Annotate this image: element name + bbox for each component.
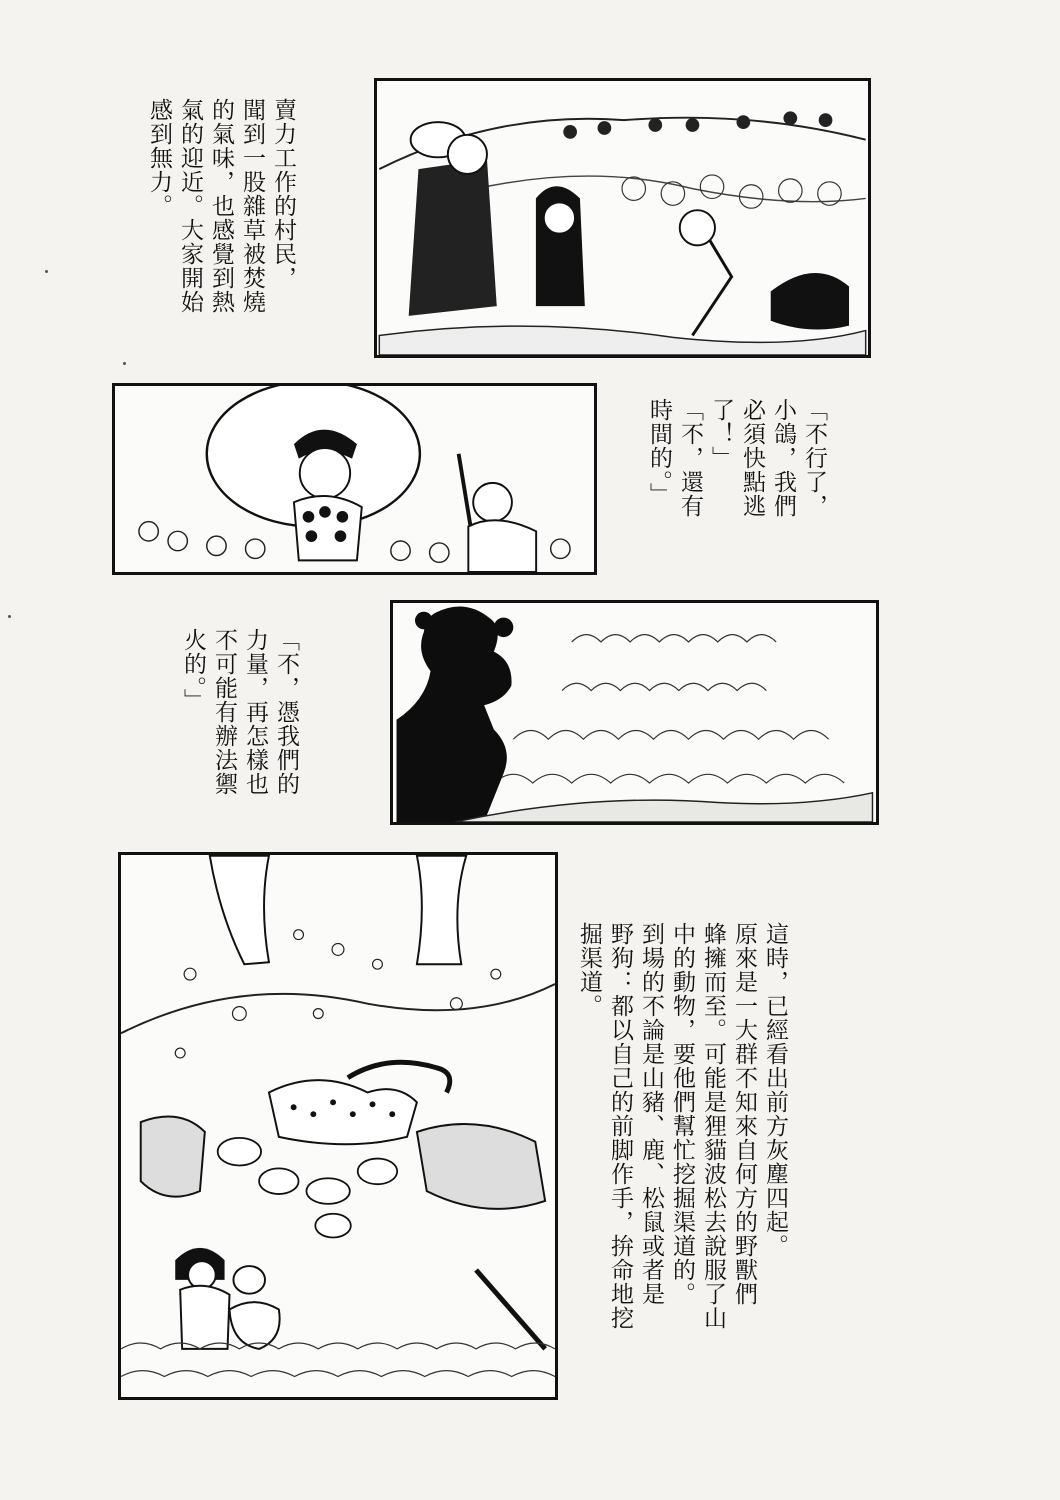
- caption-line: 的氣味，也感覺到熱: [208, 98, 234, 314]
- caption-line: 「不，還有: [677, 398, 703, 518]
- caption-line: 掘渠道。: [576, 922, 602, 1018]
- caption-line: 蜂擁而至。可能是狸貓波松去說服了山: [700, 922, 726, 1330]
- caption-line: 感到無力。: [146, 98, 172, 218]
- manga-panel-3: [390, 600, 879, 825]
- caption-animals-arrive: [573, 922, 790, 1330]
- caption-villagers-tired: [143, 98, 298, 314]
- caption-line: 力量，再怎樣也: [242, 628, 268, 796]
- scan-speck: [8, 615, 11, 618]
- caption-line: 中的動物，要他們幫忙挖掘渠道的。: [669, 922, 695, 1306]
- scan-speck: [123, 362, 126, 365]
- caption-line: 這時，已經看出前方灰塵四起。: [762, 922, 788, 1258]
- scan-speck: [45, 270, 48, 273]
- caption-line: 賣力工作的村民，: [270, 98, 296, 290]
- caption-line: 了！」: [708, 398, 734, 470]
- caption-line: 野狗：都以自己的前脚作手，拚命地挖: [607, 922, 633, 1330]
- caption-line: 小鴿，我們: [770, 398, 796, 518]
- caption-line: 不可能有辦法禦: [211, 628, 237, 796]
- caption-dialogue-escape: [643, 398, 829, 518]
- villagers-digging-illustration: [377, 81, 868, 355]
- caption-line: 「不行了，: [801, 398, 827, 518]
- manga-panel-2: [112, 383, 597, 575]
- caption-dialogue-fire: [177, 628, 301, 796]
- caption-line: 氣的迎近。大家開始: [177, 98, 203, 314]
- manga-panel-1: [374, 78, 871, 358]
- caption-line: 必須快點逃: [739, 398, 765, 518]
- animals-digging-illustration: [121, 855, 555, 1397]
- caption-line: 原來是一大群不知來自何方的野獸們: [731, 922, 757, 1306]
- manga-panel-4: [118, 852, 558, 1400]
- caption-line: 「不，憑我們的: [273, 628, 299, 796]
- caption-line: 到場的不論是山豬、鹿、松鼠或者是: [638, 922, 664, 1306]
- silhouette-and-dust-illustration: [393, 603, 876, 822]
- boy-with-sack-illustration: [115, 386, 594, 572]
- caption-line: 時間的。」: [646, 398, 672, 507]
- caption-line: 火的。」: [180, 628, 206, 713]
- caption-line: 聞到一股雜草被焚燒: [239, 98, 265, 314]
